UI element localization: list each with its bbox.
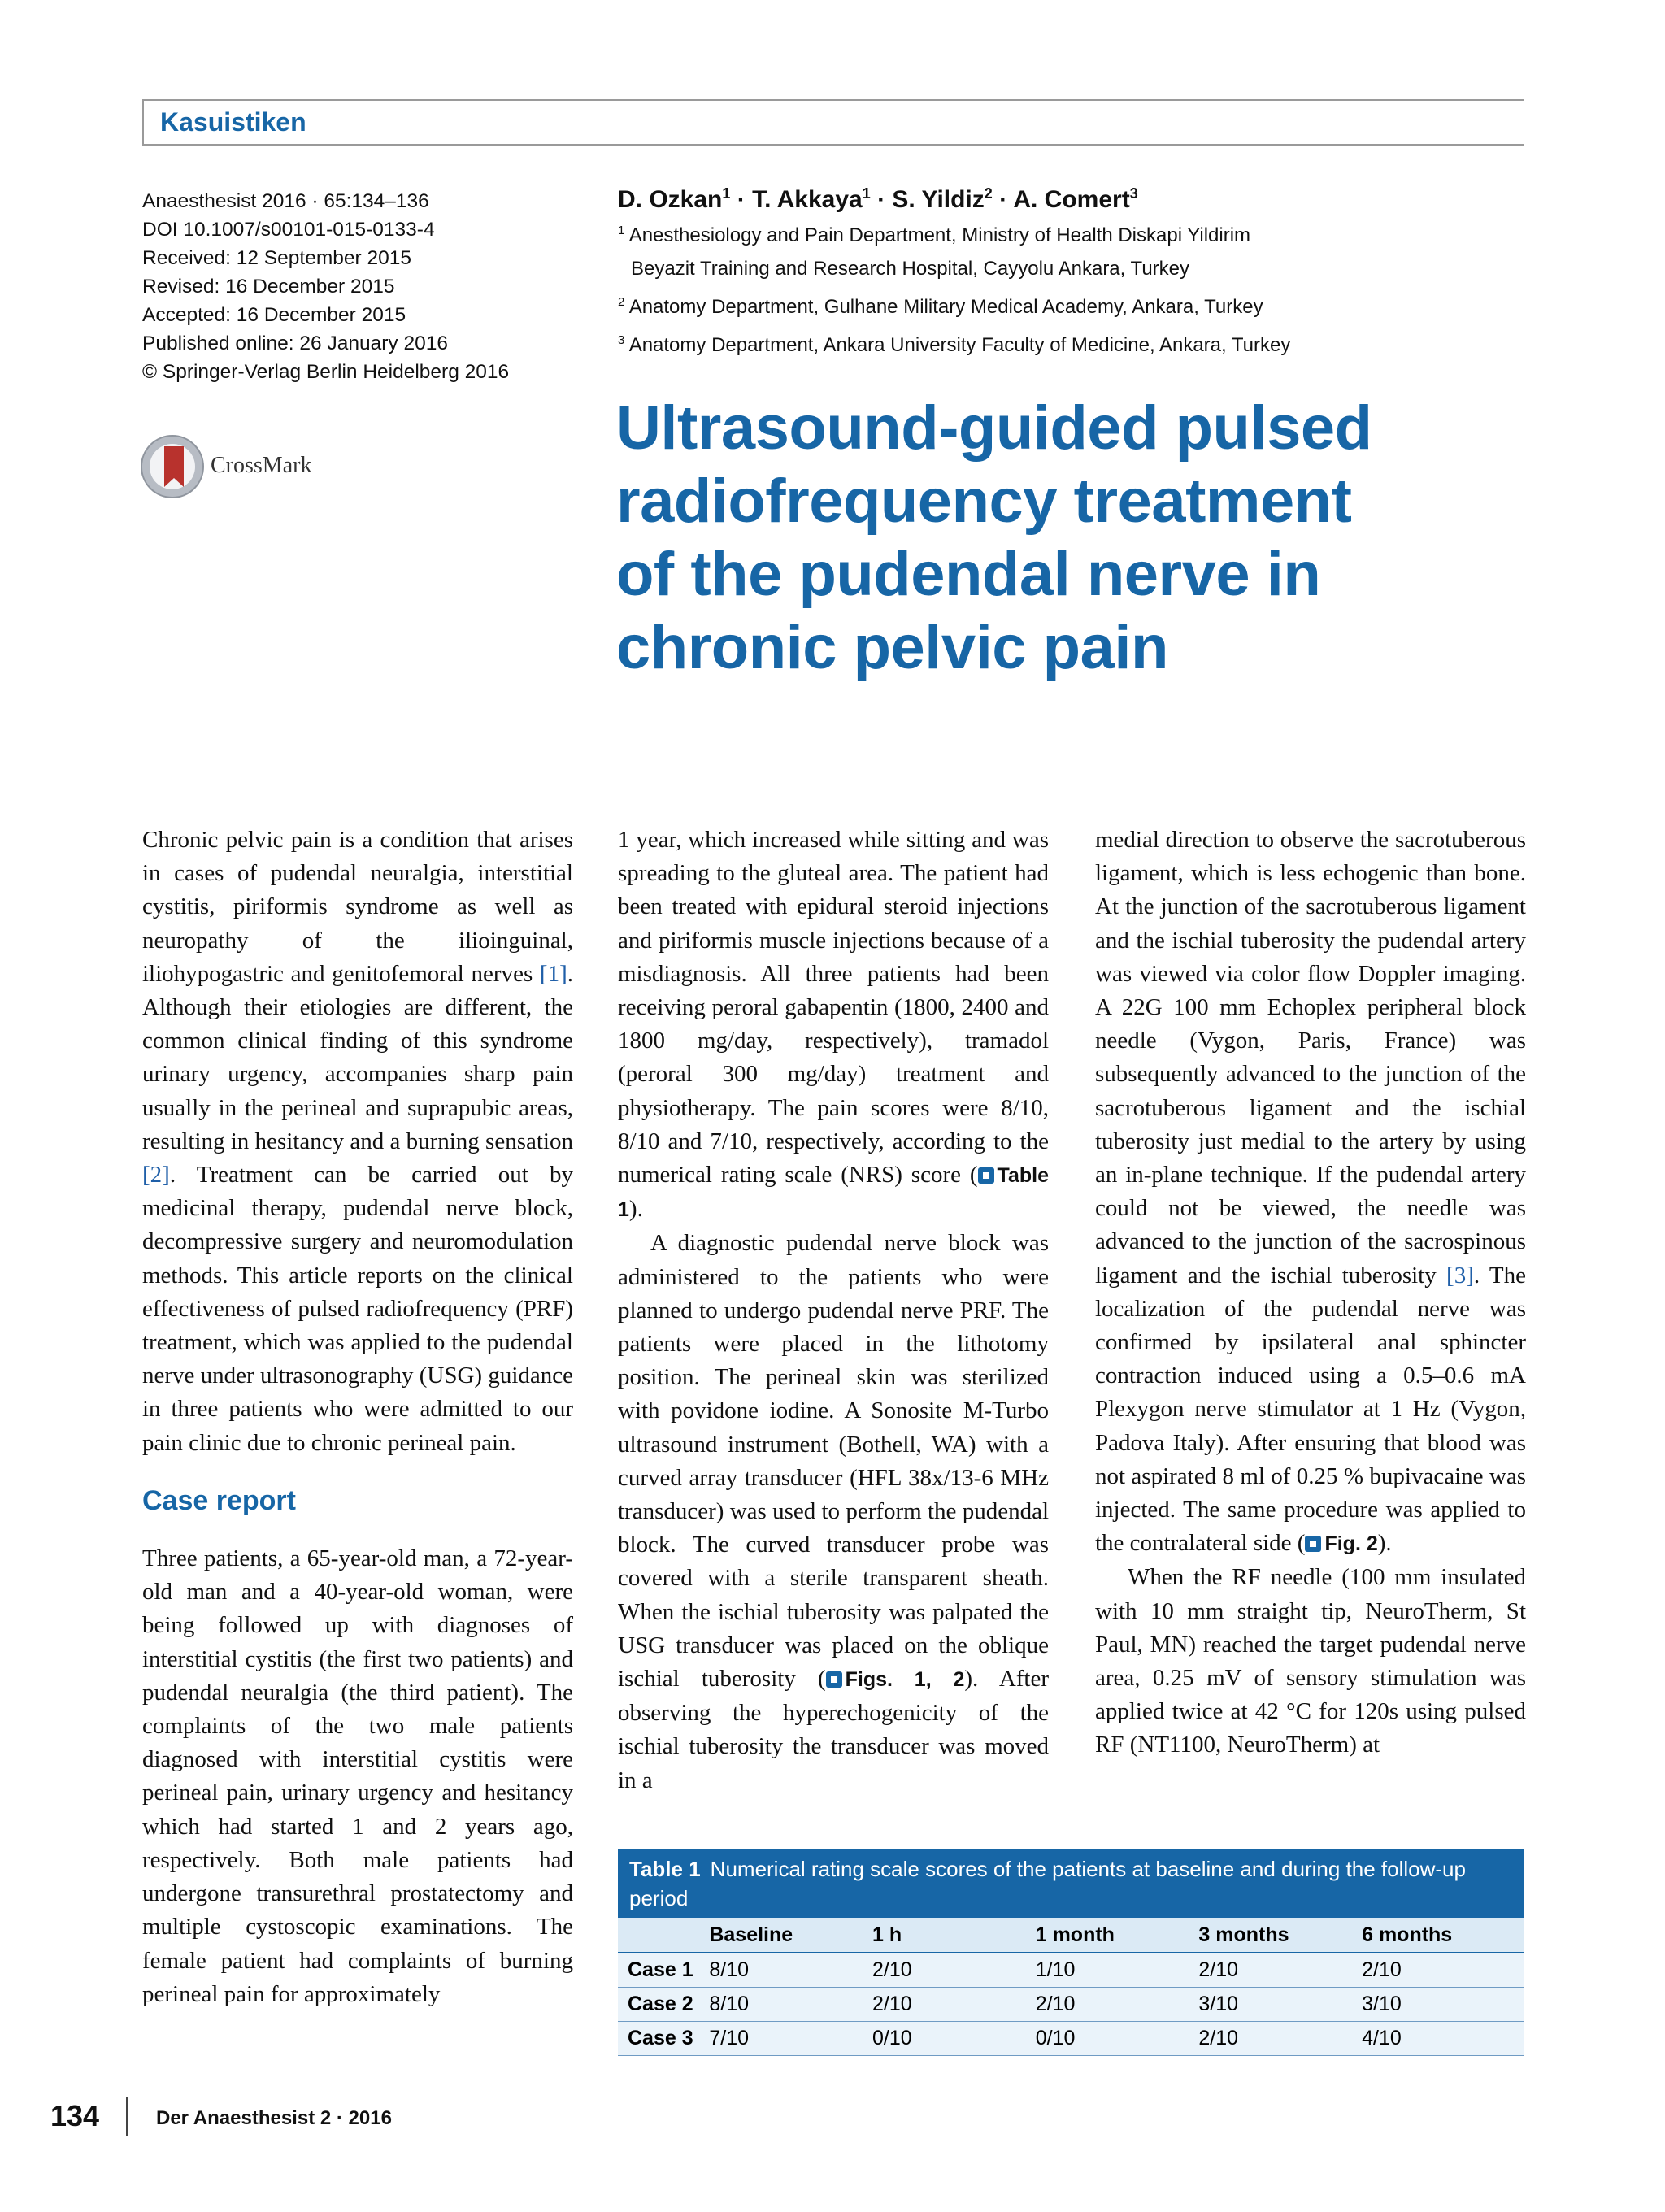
table-ref-icon — [978, 1167, 994, 1184]
crossmark-icon — [141, 435, 204, 498]
figure-reference-link[interactable]: Fig. 2 — [1324, 1532, 1378, 1556]
nrs-score-table — [618, 1918, 1524, 2056]
table-row: Case 1 8/10 2/10 1/10 2/10 2/10 — [618, 1953, 1524, 1988]
doi[interactable]: DOI 10.1007/s00101-015-0133-4 — [142, 219, 435, 241]
figure-reference-link[interactable]: Figs. 1, 2 — [845, 1668, 965, 1692]
figure-ref-icon — [826, 1671, 842, 1688]
affiliation-3: $^3$ Anatomy Department, Ankara University Faculty of Medicine, Ankara, Turkey — [618, 333, 1291, 356]
citation: Anaesthesist 2016 · 65:134–136 — [142, 190, 429, 212]
case-paragraph: Three patients, a 65-year-old man, a 72-year-old man and a 40-year-old woman, were being followed up with diagnoses of interstitial cystitis (the first two patients) and pudendal neuralgia (the third patient). The complaints of the two male patients diagnosed with interstitial cystitis were perineal pain, urinary urgency and hesitancy which had started 1 and 2 years ago, respectively. Both male patients had undergone transurethral prostatectomy and multiple cystoscopic examinations. The female patient had complaints of burning perineal pain for approximately — [142, 1545, 573, 2007]
section-header-bar — [142, 99, 1524, 146]
figure-ref-icon — [1305, 1536, 1321, 1552]
table-caption: Table 1 Numerical rating scale scores of the patients at baseline and during the follow-up period — [618, 1849, 1524, 1918]
table-row: Case 2 8/10 2/10 2/10 3/10 3/10 — [618, 1988, 1524, 2022]
revised-date: Revised: 16 December 2015 — [142, 276, 395, 298]
column-header: 6 months — [1352, 1918, 1524, 1953]
body-paragraph: When the RF needle (100 mm insulated with 10 mm straight tip, NeuroTherm, St Paul, MN) reached the target pudendal nerve area, 0.25 mV of sensory stimulation was applied twice at 42 °C for 120s using pulsed RF (NT1100, NeuroTherm) at — [1095, 1564, 1526, 1758]
table-1 — [618, 1849, 1524, 2056]
author-name: D. Ozkan — [618, 186, 723, 213]
affiliation-2: $^2$ Anatomy Department, Gulhane Military Medical Academy, Ankara, Turkey — [618, 295, 1263, 318]
article-title: Ultrasound-guided pulsed radiofrequency treatment of the pudendal nerve in chronic pelvic pain — [616, 393, 1372, 682]
author-name: T. Akkaya — [752, 186, 863, 213]
article-metadata — [142, 187, 549, 386]
accepted-date: Accepted: 16 December 2015 — [142, 304, 406, 326]
copyright: © Springer-Verlag Berlin Heidelberg 2016 — [142, 361, 510, 383]
reference-link[interactable]: [1] — [539, 960, 567, 987]
author-list: D. Ozkan$^1$ · T. Akkaya$^1$ · S. Yildiz$^2$ · A. Comert$^3$ — [618, 185, 1138, 213]
body-paragraph: 1 year, which increased while sitting and was spreading to the gluteal area. The patient had been treated with epidural steroid injections and piriformis muscle injections because of a misdiagnosis. All three patients had been receiving peroral gabapentin (1800, 2400 and 1800 mg/day, respectively), tramadol (peroral 300 mg/day) treatment and physiotherapy. The pain scores were 8/10, 8/10 and 7/10, respectively, according to the numerical rating scale (NRS) score ( Table 1). — [618, 827, 1049, 1223]
body-paragraph: medial direction to observe the sacrotuberous ligament, which is less echogenic than bone. At the junction of the sacrotuberous ligament and the ischial tuberosity the pudendal artery was viewed via color flow Doppler imaging. A 22G 100 mm Echoplex peripheral block needle (Vygon, Paris, France) was subsequently advanced to the junction of the sacrotuberous ligament and the ischial tuberosity just medial to the artery by using an in-plane technique. If the pudendal artery could not be viewed, the needle was advanced to the junction of the sacrospinous ligament and the ischial tuberosity [3]. The localization of the pudendal nerve was confirmed by ipsilateral anal sphincter contraction induced using a 0.5–0.6 mA Plexygon nerve stimulator at 1 Hz (Vygon, Padova Italy). After ensuring that blood was not aspirated 8 ml of 0.25 % bupivacaine was injected. The same procedure was applied to the contralateral side ( Fig. 2). — [1095, 827, 1527, 1557]
table-header-row — [618, 1918, 1524, 1953]
author-name: A. Comert — [1013, 186, 1130, 213]
journal-name: Der Anaesthesist 2 · 2016 — [156, 2107, 392, 2129]
body-paragraph: A diagnostic pudendal nerve block was administered to the patients who were planned to undergo pudendal nerve PRF. The patients were placed in the lithotomy position. The perineal skin was sterilized with povidone iodine. A Sonosite M-Turbo ultrasound instrument (Bothell, WA) with a curved array transducer (HFL 38x/13-6 MHz transducer) was used to perform the pudendal block. The curved transducer probe was covered with a sterile transparent sheath. When the ischial tuberosity was palpated the USG transducer was placed on the oblique ischial tuberosity ( Figs. 1, 2). After observing the hyperechogenicity of the ischial tuberosity the transducer was moved in a — [618, 1230, 1050, 1793]
received-date: Received: 12 September 2015 — [142, 247, 411, 269]
page-number: 134 — [50, 2099, 100, 2132]
crossmark-badge[interactable] — [141, 435, 328, 500]
table-reference-link[interactable]: Table 1 — [618, 1164, 1049, 1222]
column-header: 1 h — [863, 1918, 1026, 1953]
column-header: Baseline — [699, 1918, 863, 1953]
table-row: Case 3 7/10 0/10 0/10 2/10 4/10 — [618, 2022, 1524, 2056]
body-column-2 — [618, 824, 1049, 1797]
footer-divider — [126, 2097, 128, 2136]
published-date: Published online: 26 January 2016 — [142, 332, 448, 354]
author-name: S. Yildiz — [892, 186, 985, 213]
section-label: Kasuistiken — [160, 107, 306, 137]
author-block — [618, 185, 1528, 362]
affiliation-1-cont: Beyazit Training and Research Hospital, Cayyolu Ankara, Turkey — [631, 258, 1190, 280]
body-column-1 — [142, 824, 573, 2011]
intro-paragraph: Chronic pelvic pain is a condition that arises in cases of pudendal neuralgia, interstitial cystitis, piriformis syndrome as well as neuropathy of the ilioinguinal, iliohypogastric and genitofemoral nerves [1]. Although their etiologies are different, the common clinical finding of this syndrome urinary urgency, accompanies sharp pain usually in the perineal and suprapubic areas, resulting in hesitancy and a burning sensation [2]. Treatment can be carried out by medicinal therapy, pudendal nerve block, decompressive surgery and neuromodulation methods. This article reports on the clinical effectiveness of pulsed radiofrequency (PRF) treatment, which was applied to the pudendal nerve under ultrasonography (USG) guidance in three patients who were admitted to our pain clinic due to chronic perineal pain. — [142, 827, 573, 1456]
crossmark-label: CrossMark — [211, 453, 312, 478]
reference-link[interactable]: [2] — [142, 1162, 170, 1189]
column-header: 3 months — [1189, 1918, 1352, 1953]
body-column-3 — [1095, 824, 1526, 1762]
case-report-heading: Case report — [142, 1484, 296, 1516]
column-header: 1 month — [1026, 1918, 1189, 1953]
affiliation-1: $^1$ Anesthesiology and Pain Department, Ministry of Health Diskapi Yildirim — [618, 224, 1251, 246]
reference-link[interactable]: [3] — [1446, 1262, 1474, 1289]
